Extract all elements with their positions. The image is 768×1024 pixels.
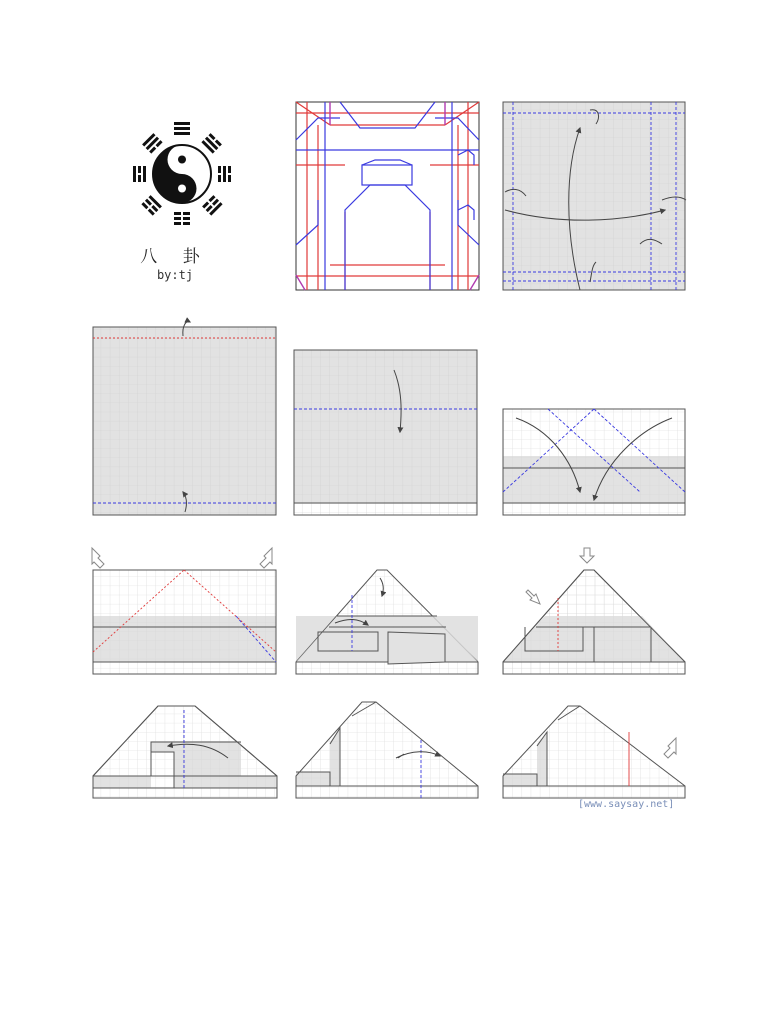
bagua-symbol [133, 122, 231, 225]
push-arrow-icon [92, 548, 104, 568]
step-6 [296, 570, 478, 674]
step-9 [296, 702, 478, 798]
step-2 [93, 322, 276, 515]
yin-yang-icon [153, 145, 211, 203]
author-credit: by:tj [156, 268, 194, 282]
push-arrow-icon [664, 738, 676, 758]
step-3 [294, 350, 477, 515]
push-arrow-icon [260, 548, 272, 568]
push-arrow-icon [526, 590, 540, 604]
watermark-url: [www.saysay.net] [578, 799, 675, 810]
crease-pattern [296, 102, 479, 290]
model-title: 八 卦 [140, 247, 210, 267]
push-arrow-icon [580, 548, 594, 563]
step-7 [503, 548, 685, 674]
step-5 [92, 548, 276, 674]
step-4 [503, 409, 685, 515]
step-1 [503, 102, 686, 290]
step-8 [93, 706, 277, 798]
step-10 [503, 706, 685, 798]
